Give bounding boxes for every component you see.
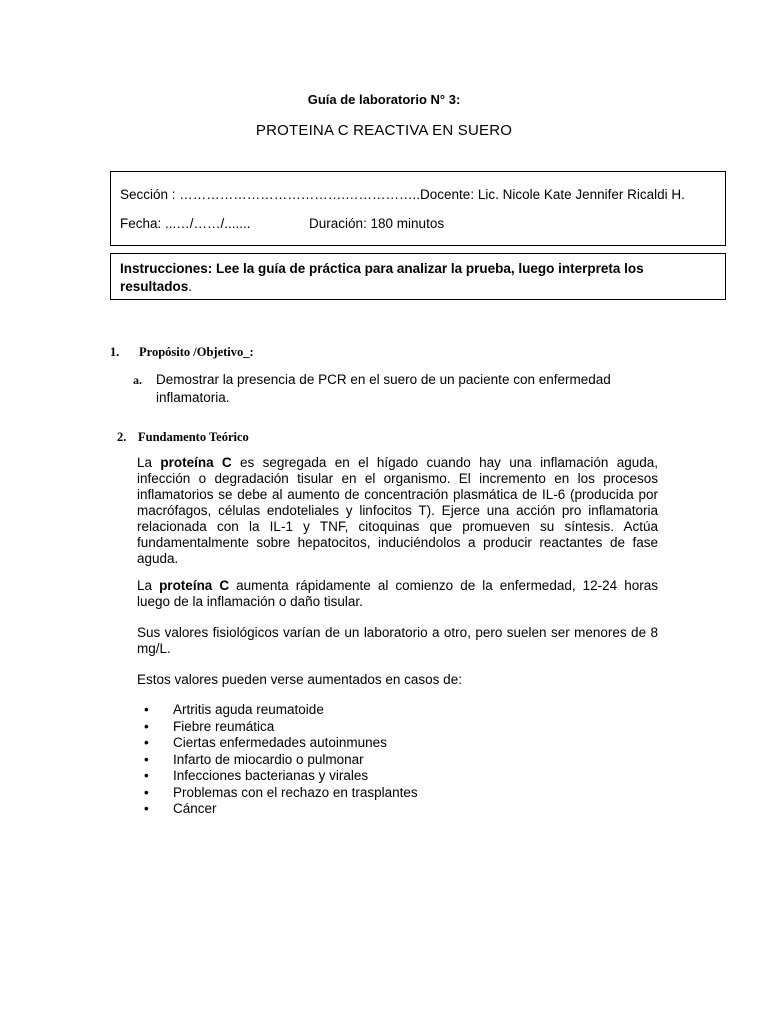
- condition-list-item: [144, 801, 418, 818]
- objective-item-letter: a.: [133, 373, 142, 387]
- condition-label: Problemas con el rechazo en trasplantes: [173, 784, 418, 800]
- p1-bold-term: proteína C: [160, 455, 232, 470]
- seccion-docente-line: Sección : ……………………………….……………..Docente: Lic. Nicole Kate Jennifer Ricaldi H.: [120, 187, 685, 202]
- p2-bold-term: proteína C: [159, 578, 230, 593]
- p2-lead: La: [137, 578, 160, 593]
- bullet-icon: •: [144, 702, 149, 717]
- section-1-number: 1.: [110, 345, 120, 359]
- condition-label: Infarto de miocardio o pulmonar: [173, 751, 364, 767]
- section-2-heading: [117, 430, 249, 445]
- section-1-title: Propósito /Objetivo_:: [139, 345, 254, 359]
- lab-guide-title: Guía de laboratorio N° 3:: [307, 92, 461, 107]
- condition-list-item: [144, 768, 418, 785]
- condition-list-item: [144, 735, 418, 752]
- p1-lead: La: [137, 455, 161, 470]
- condition-list-item: [144, 702, 418, 719]
- bullet-icon: •: [144, 735, 149, 750]
- condition-label: Fiebre reumática: [173, 718, 275, 734]
- info-box: [110, 171, 726, 246]
- objective-item-text: Demostrar la presencia de PCR en el suero de un paciente con enfermedad inflamatoria.: [156, 372, 611, 405]
- section-2-title: Fundamento Teórico: [138, 430, 249, 444]
- condition-label: Cáncer: [173, 801, 217, 816]
- condition-label: Ciertas enfermedades autoinmunes: [173, 735, 387, 750]
- bullet-icon: •: [144, 784, 149, 800]
- paragraph-proteina-c-increase: [137, 578, 658, 610]
- conditions-bullet-list: [144, 702, 418, 818]
- bullet-icon: •: [144, 768, 149, 783]
- section-1-heading: [110, 345, 254, 360]
- instructions-text: Instrucciones: Lee la guía de práctica para analizar la prueba, luego interpreta los resultados: [120, 261, 644, 294]
- document-main-title: PROTEINA C REACTIVA EN SUERO: [255, 122, 513, 139]
- fecha-duracion-line: [120, 216, 445, 231]
- condition-label: Artritis aguda reumatoide: [173, 702, 324, 717]
- bullet-icon: •: [144, 751, 149, 767]
- paragraph-casos-intro: Estos valores pueden verse aumentados en casos de:: [137, 672, 462, 687]
- condition-label: Infecciones bacterianas y virales: [173, 768, 369, 783]
- p2-body: aumenta rápidamente al comienzo de la enfermedad, 12-24 horas luego de la inflamación o daño tisular.: [137, 578, 658, 609]
- condition-list-item: [144, 719, 418, 736]
- bullet-icon: •: [144, 718, 149, 734]
- objective-item: [133, 371, 653, 407]
- p1-body: es segregada en el hígado cuando hay una inflamación aguda, infección o degradación tisular en el organismo. El incremento en los procesos inflamatorios se debe al aumento de concentración plasmática de IL-6 (producida por macrófagos, células endoteliales y linfocitos T). Ejerce una acción pro inflamatoria relacionada con la IL-1 y TNF, citoquinas que promueven su síntesis. Actúa fundamentalmente sobre hepatocitos, induciéndolos a producir reactantes de fase aguda.: [137, 455, 658, 566]
- paragraph-proteina-c-intro: [137, 455, 658, 567]
- paragraph-valores-fisiologicos: Sus valores fisiológicos varían de un laboratorio a otro, pero suelen ser menores de 8 mg/L.: [137, 625, 658, 656]
- duracion-field: Duración: 180 minutos: [309, 216, 445, 231]
- bullet-icon: •: [144, 801, 149, 816]
- fecha-field: Fecha: ...…/……/.......: [120, 216, 251, 231]
- instructions-box: [110, 253, 726, 300]
- condition-list-item: [144, 785, 418, 802]
- condition-list-item: [144, 752, 418, 769]
- instructions-period: .: [188, 279, 193, 294]
- section-2-number: 2.: [117, 430, 127, 444]
